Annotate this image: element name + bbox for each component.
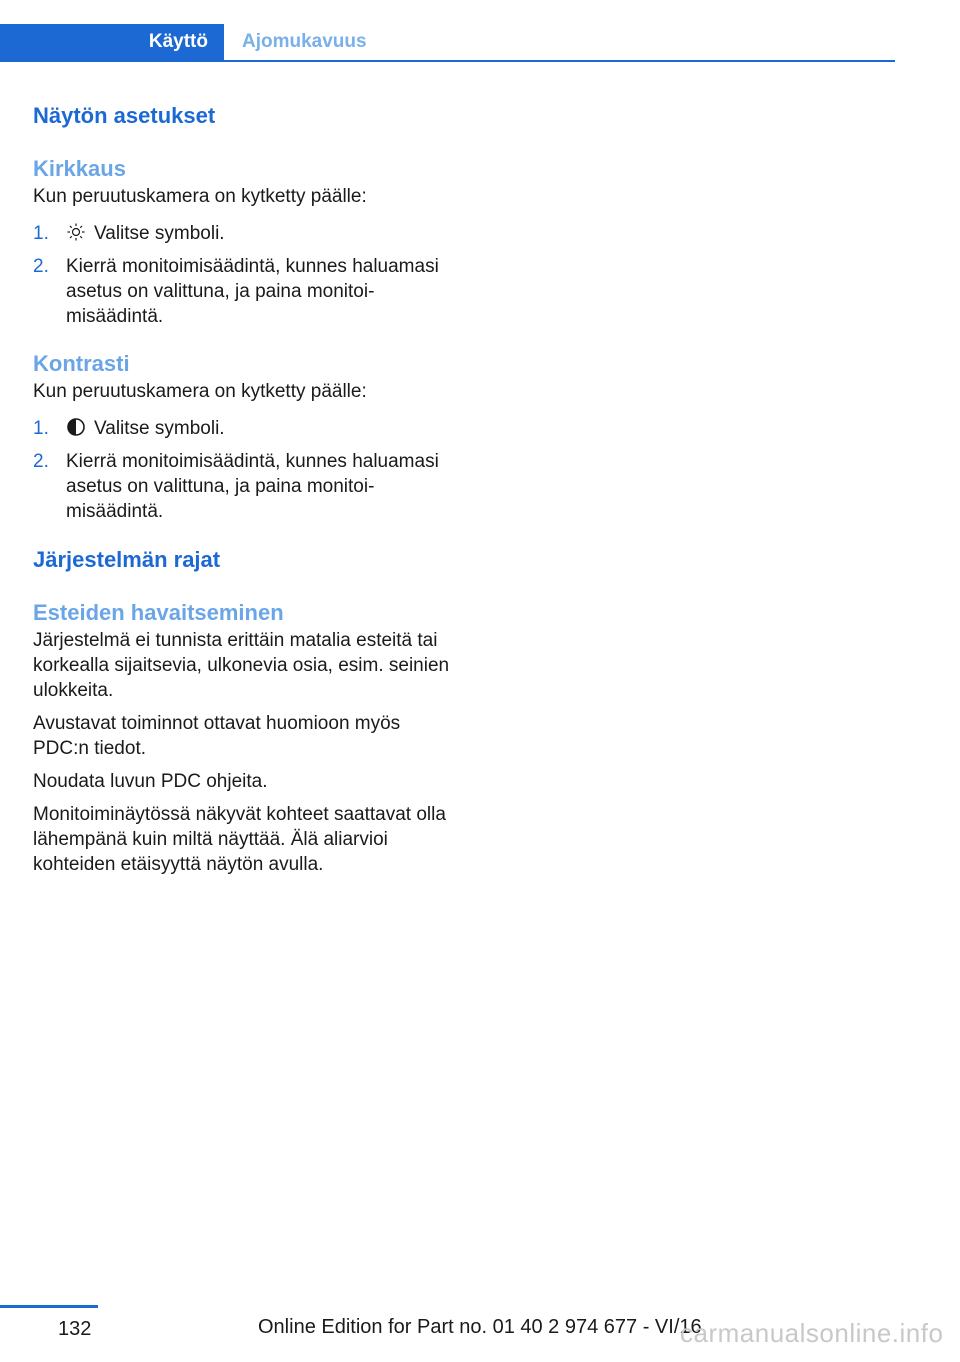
brightness-steps [33,221,453,329]
step-text: Kierrä monitoimisäädintä, kunnes haluamasi asetus on valittuna, ja paina monitoimisäädintä. [66,256,439,327]
section-title-display-settings: Näytön asetukset [33,103,216,128]
list-item [33,449,453,524]
step-number: 2. [33,451,49,472]
watermark: carmanualsonline.info [680,1318,944,1348]
contrast-half-circle-icon [66,417,86,437]
paragraph: Monitoiminäytössä näkyvät kohteet saattavat olla lähempänä kuin miltä näyttää. Älä aliarvioi kohteiden etäisyyttä näytön avulla. [33,804,446,875]
paragraph: Avustavat toiminnot ottavat huomioon myös PDC:n tiedot. [33,713,401,759]
brightness-sun-icon [66,222,86,242]
footer-rule [0,1305,98,1308]
subsection-title-obstacle-detection: Esteiden havaitseminen [33,600,284,625]
tab-ajomukavuus[interactable]: Ajomukavuus [242,31,367,52]
step-text: Valitse symboli. [94,223,225,244]
step-text: Kierrä monitoimisäädintä, kunnes haluamasi asetus on valittuna, ja paina monitoimisäädintä. [66,451,439,522]
step-number: 1. [33,418,49,439]
paragraph: Järjestelmä ei tunnista erittäin matalia esteitä tai korkealla sijaitsevia, ulkonevia osia, esim. seinien ulokkeita. [33,630,450,701]
paragraph: Noudata luvun PDC ohjeita. [33,771,268,792]
step-text: Valitse symboli. [94,418,225,439]
step-number: 2. [33,256,49,277]
main-content [33,100,453,885]
list-item [33,254,453,329]
tab-underline [0,60,895,62]
tab-kaytto[interactable]: Käyttö [0,24,224,60]
step-number: 1. [33,223,49,244]
contrast-steps [33,416,453,524]
page-number: 132 [58,1318,92,1340]
section-title-system-limits: Järjestelmän rajat [33,547,221,572]
edition-note: Online Edition for Part no. 01 40 2 974 677 - VI/16 [258,1316,702,1338]
subsection-title-contrast: Kontrasti [33,351,130,376]
list-item [33,416,453,441]
brightness-intro: Kun peruutuskamera on kytketty päälle: [33,186,367,207]
contrast-intro: Kun peruutuskamera on kytketty päälle: [33,381,367,402]
list-item [33,221,453,246]
chapter-tab-bar [0,24,895,62]
subsection-title-brightness: Kirkkaus [33,156,126,181]
